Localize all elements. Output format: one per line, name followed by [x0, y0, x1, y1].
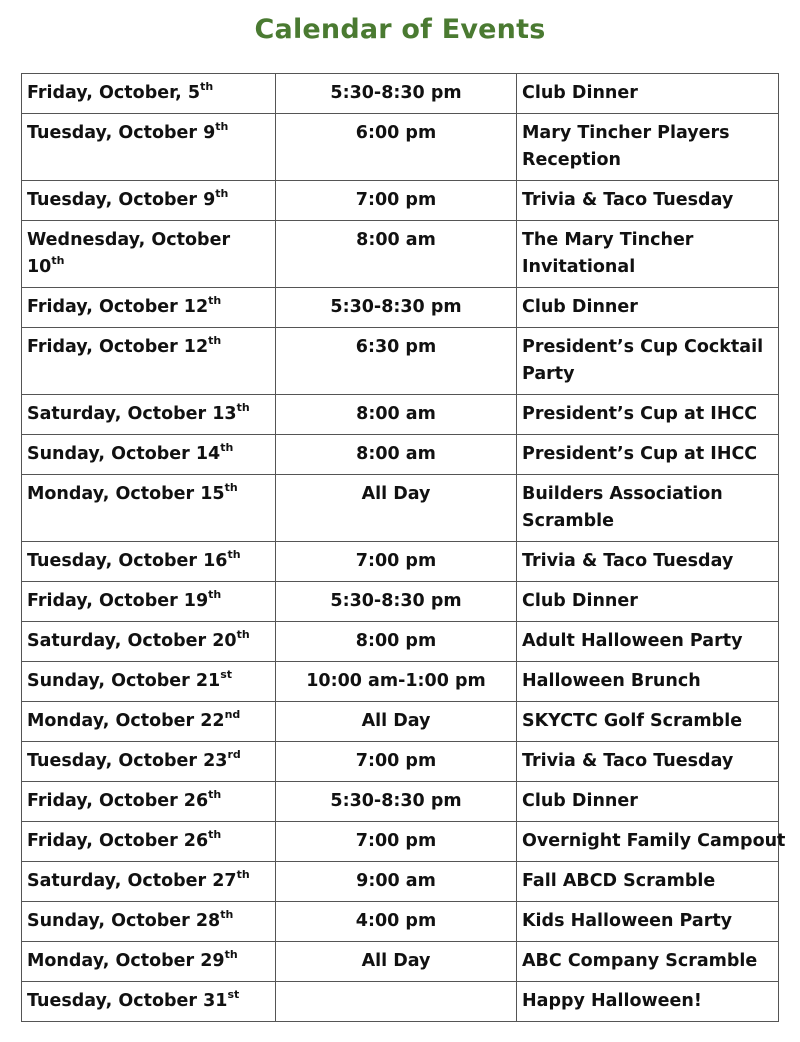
event-cell	[517, 114, 779, 181]
table-row	[22, 942, 779, 982]
date-cell	[22, 862, 276, 902]
time-cell: 8:00 am	[276, 221, 517, 288]
event-cell	[517, 662, 779, 702]
event-text: President’s Cup at IHCC	[522, 404, 758, 424]
event-text: Trivia & Taco Tuesday	[522, 751, 734, 771]
date-cell	[22, 74, 276, 114]
time-cell: 5:30-8:30 pm	[276, 582, 517, 622]
table-row	[22, 622, 779, 662]
date-suffix: th	[208, 588, 222, 602]
event-cell	[517, 328, 779, 395]
date-suffix: th	[200, 80, 214, 94]
date-text: Saturday, October 13	[27, 404, 237, 424]
event-cell	[517, 542, 779, 582]
date-text: Friday, October 12	[27, 337, 209, 357]
event-cell	[517, 395, 779, 435]
table-row	[22, 328, 779, 395]
date-cell	[22, 395, 276, 435]
event-cell	[517, 702, 779, 742]
date-cell	[22, 822, 276, 862]
event-text: Kids Halloween Party	[522, 911, 733, 931]
date-text: Monday, October 29	[27, 951, 225, 971]
event-text: SKYCTC Golf Scramble	[522, 711, 743, 731]
event-cell	[517, 942, 779, 982]
event-text: Club Dinner	[522, 297, 638, 317]
time-cell: 10:00 am-1:00 pm	[276, 662, 517, 702]
time-cell: 6:30 pm	[276, 328, 517, 395]
date-text: Tuesday, October 23	[27, 751, 228, 771]
table-row	[22, 74, 779, 114]
date-suffix: th	[208, 334, 222, 348]
event-text: Adult Halloween Party	[522, 631, 743, 651]
date-text: Tuesday, October 9	[27, 123, 216, 143]
date-cell	[22, 475, 276, 542]
date-suffix: st	[220, 668, 233, 682]
date-suffix: th	[215, 187, 229, 201]
date-cell	[22, 114, 276, 181]
date-suffix: th	[220, 441, 234, 455]
date-cell	[22, 181, 276, 221]
event-text: The Mary Tincher Invitational	[522, 230, 694, 277]
events-table-body	[22, 74, 786, 1022]
event-text: Overnight Family Campout	[522, 831, 786, 851]
date-suffix: th	[51, 254, 65, 268]
event-cell	[517, 288, 779, 328]
event-text: President’s Cup Cocktail Party	[522, 337, 764, 384]
table-row	[22, 982, 779, 1022]
date-suffix: th	[220, 908, 234, 922]
date-suffix: th	[224, 948, 238, 962]
event-text: Club Dinner	[522, 591, 638, 611]
time-cell: 8:00 am	[276, 435, 517, 475]
date-text: Friday, October 12	[27, 297, 209, 317]
event-text: Halloween Brunch	[522, 671, 701, 691]
time-cell: 4:00 pm	[276, 902, 517, 942]
date-text: Tuesday, October 16	[27, 551, 228, 571]
date-cell	[22, 782, 276, 822]
time-cell: 7:00 pm	[276, 542, 517, 582]
time-cell: All Day	[276, 702, 517, 742]
table-row	[22, 582, 779, 622]
event-text: President’s Cup at IHCC	[522, 444, 758, 464]
date-cell	[22, 982, 276, 1022]
table-row	[22, 662, 779, 702]
date-cell	[22, 435, 276, 475]
table-row	[22, 395, 779, 435]
event-cell	[517, 582, 779, 622]
table-row	[22, 782, 779, 822]
event-cell	[517, 74, 779, 114]
table-row	[22, 822, 779, 862]
event-text: Trivia & Taco Tuesday	[522, 190, 734, 210]
date-suffix: th	[227, 548, 241, 562]
date-cell	[22, 582, 276, 622]
table-row	[22, 435, 779, 475]
date-suffix: th	[215, 120, 229, 134]
date-cell	[22, 742, 276, 782]
event-cell	[517, 622, 779, 662]
event-cell	[517, 782, 779, 822]
date-text: Monday, October 15	[27, 484, 225, 504]
event-cell	[517, 862, 779, 902]
date-cell	[22, 702, 276, 742]
event-cell	[517, 475, 779, 542]
event-cell	[517, 435, 779, 475]
table-row	[22, 702, 779, 742]
table-row	[22, 221, 779, 288]
date-suffix: nd	[224, 708, 241, 722]
date-suffix: th	[208, 828, 222, 842]
date-cell	[22, 622, 276, 662]
time-cell: 5:30-8:30 pm	[276, 782, 517, 822]
date-suffix: th	[208, 294, 222, 308]
table-row	[22, 902, 779, 942]
time-cell: 7:00 pm	[276, 822, 517, 862]
event-text: Builders Association Scramble	[522, 484, 723, 531]
date-cell	[22, 328, 276, 395]
date-suffix: st	[227, 988, 240, 1002]
event-text: ABC Company Scramble	[522, 951, 758, 971]
event-cell	[517, 221, 779, 288]
date-text: Friday, October 26	[27, 831, 209, 851]
date-suffix: th	[236, 628, 250, 642]
table-row	[22, 288, 779, 328]
table-row	[22, 542, 779, 582]
time-cell: 6:00 pm	[276, 114, 517, 181]
date-text: Sunday, October 28	[27, 911, 221, 931]
event-text: Trivia & Taco Tuesday	[522, 551, 734, 571]
events-table	[21, 73, 786, 1022]
date-text: Wednesday, October 10	[27, 230, 231, 277]
date-cell	[22, 902, 276, 942]
event-cell	[517, 822, 786, 862]
time-cell: 7:00 pm	[276, 742, 517, 782]
event-text: Mary Tincher Players Reception	[522, 123, 730, 170]
table-row	[22, 181, 779, 221]
date-suffix: th	[208, 788, 222, 802]
time-cell: 8:00 am	[276, 395, 517, 435]
event-cell	[517, 742, 779, 782]
date-text: Sunday, October 21	[27, 671, 221, 691]
date-text: Tuesday, October 9	[27, 190, 216, 210]
time-cell: All Day	[276, 475, 517, 542]
date-suffix: th	[236, 401, 250, 415]
page-title: Calendar of Events	[254, 14, 546, 45]
event-text: Club Dinner	[522, 83, 638, 103]
time-cell: 8:00 pm	[276, 622, 517, 662]
date-text: Monday, October 22	[27, 711, 225, 731]
time-cell: 9:00 am	[276, 862, 517, 902]
date-text: Friday, October, 5	[27, 83, 201, 103]
date-cell	[22, 221, 276, 288]
time-cell: 5:30-8:30 pm	[276, 288, 517, 328]
event-cell	[517, 181, 779, 221]
event-cell	[517, 982, 779, 1022]
date-suffix: rd	[227, 748, 241, 762]
time-cell	[276, 982, 517, 1022]
date-cell	[22, 288, 276, 328]
time-cell: All Day	[276, 942, 517, 982]
table-row	[22, 475, 779, 542]
date-text: Tuesday, October 31	[27, 991, 228, 1011]
table-row	[22, 114, 779, 181]
date-suffix: th	[236, 868, 250, 882]
date-text: Friday, October 19	[27, 591, 209, 611]
date-cell	[22, 542, 276, 582]
event-text: Fall ABCD Scramble	[522, 871, 716, 891]
date-cell	[22, 662, 276, 702]
date-text: Friday, October 26	[27, 791, 209, 811]
date-text: Sunday, October 14	[27, 444, 221, 464]
table-row	[22, 742, 779, 782]
time-cell: 7:00 pm	[276, 181, 517, 221]
event-text: Club Dinner	[522, 791, 638, 811]
time-cell: 5:30-8:30 pm	[276, 74, 517, 114]
date-text: Saturday, October 20	[27, 631, 237, 651]
event-cell	[517, 902, 779, 942]
date-text: Saturday, October 27	[27, 871, 237, 891]
event-text: Happy Halloween!	[522, 991, 702, 1011]
date-cell	[22, 942, 276, 982]
table-row	[22, 862, 779, 902]
date-suffix: th	[224, 481, 238, 495]
